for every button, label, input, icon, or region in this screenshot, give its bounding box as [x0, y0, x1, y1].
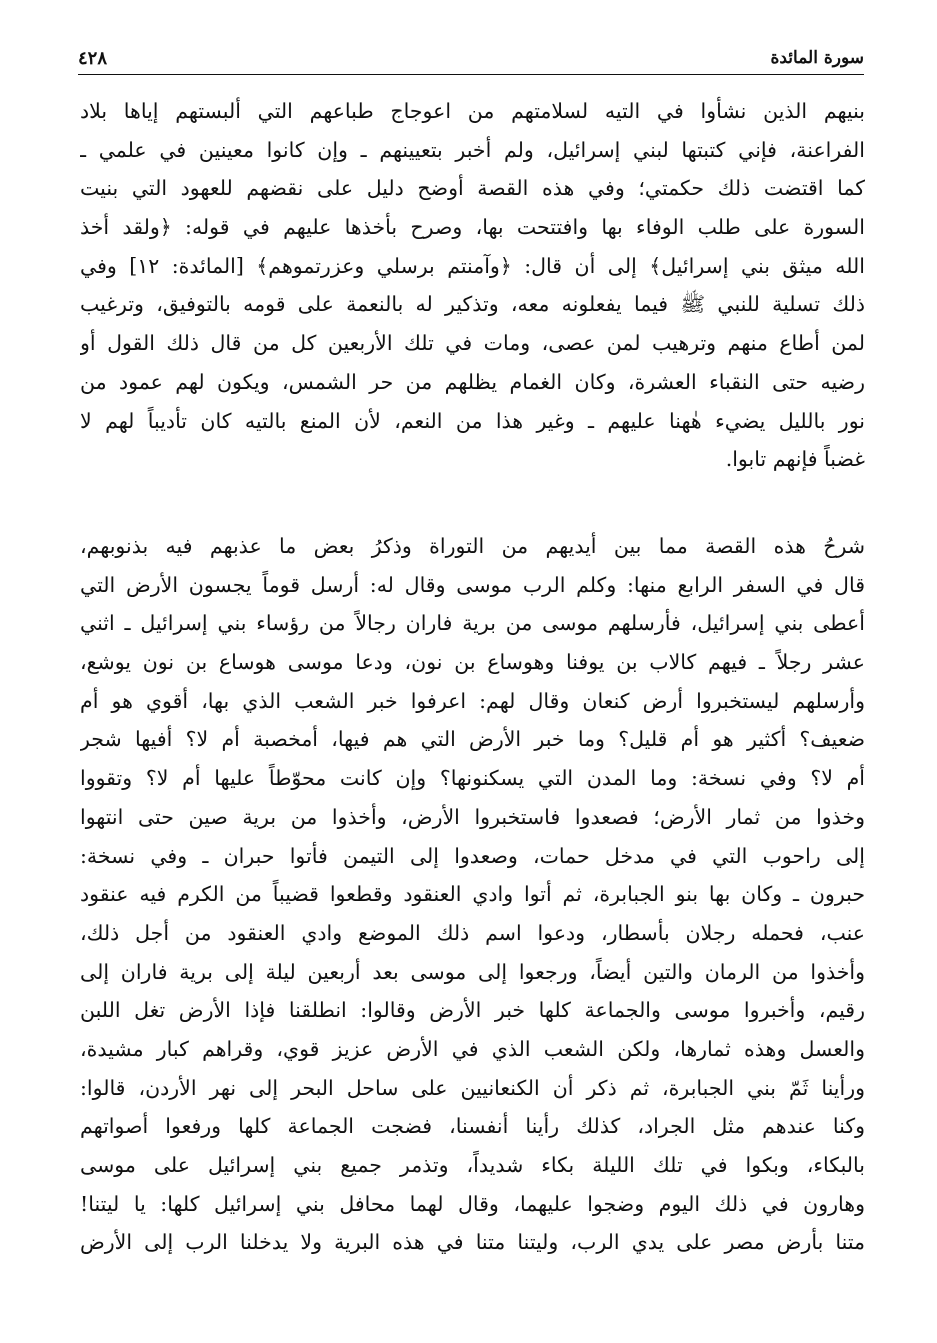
text-line: والعسل وهذه ثمارها، ولكن الشعب الذي في الأرض عزيز قوي، وقراهم كبار مشيدة،	[80, 1036, 865, 1061]
text-line: وأرسلهم ليستخبروا أرض كنعان وقال لهم: اعرفوا خبر الشعب الذي بها، أقوي هو أم	[80, 688, 865, 713]
paragraph-continuation	[80, 92, 865, 479]
text-line: السورة على طلب الوفاء بها وافتتحت بها، وصرح بأخذها عليهم في قوله: ﴿ولقد أخذ	[80, 215, 865, 240]
text-line: كما اقتضت ذلك حكمتي؛ وفي هذه القصة أوضح دليل على نقضهم للعهود التي بنيت	[80, 176, 865, 201]
text-line: الله ميثق بني إسرائيل﴾ إلى أن قال: ﴿وآمنتم برسلي وعزرتموهم﴾ [المائدة: ١٢] وفي	[80, 253, 865, 278]
text-line: رضيه حتى النقباء العشرة، وكان الغمام يظلهم من حر الشمس، ويكون لهم عمود من	[80, 369, 865, 394]
text-line: عشر رجلاً ـ فيهم كالاب بن يوفنا وهوساع بن نون، ودعا موسى هوساع بن نون يوشع،	[80, 650, 865, 675]
text-line: نور بالليل يضيء هٰهنا عليهم ـ وغير هذا من النعم، لأن المنع بالتيه كان تأديباً لهم لا	[80, 408, 865, 433]
text-line: متنا بأرض مصر على يدي الرب، وليتنا متنا في هذه البرية ولا يدخلنا الرب إلى الأرض	[80, 1230, 865, 1255]
text-line: ذلك تسلية للنبي ﷺ فيما يفعلونه معه، وتذكير له بالنعمة على قومه بالتوفيق، وترغيب	[80, 292, 865, 317]
text-line: قال في السفر الرابع منها: وكلم الرب موسى وقال له: أرسل قوماً يجسون الأرض التي	[80, 572, 865, 597]
text-line: أم لا؟ وفي نسخة: وما المدن التي يسكنونها؟ وإن كانت محوّطاً عليها أم لا؟ وتقووا	[80, 766, 865, 791]
text-line: أعطى بني إسرائيل، فأرسلهم موسى من برية فاران رجالاً من رؤساء بني إسرائيل ـ اثني	[80, 611, 865, 636]
text-line: ورأينا ثَمّ بني الجبابرة، ثم ذكر أن الكنعانيين على ساحل البحر إلى نهر الأردن، قالوا:	[80, 1075, 865, 1100]
running-header	[78, 44, 864, 75]
text-line: وكنا عندهم مثل الجراد، كذلك رأينا أنفسنا، فضجت الجماعة كلها ورفعوا أصواتهم	[80, 1114, 865, 1139]
page-number: ٤٢٨	[78, 48, 108, 69]
surah-name: سورة المائدة	[770, 48, 864, 68]
text-line: وأخذوا من الرمان والتين أيضاً، ورجعوا إلى موسى بعد أربعين ليلة إلى برية فاران إلى	[80, 959, 865, 984]
text-line: عنب، فحمله رجلان بأسطار، ودعوا اسم ذلك الموضع وادي العنقود من أجل ذلك،	[80, 920, 865, 945]
text-line: الفراعنة، فإني كتبتها لبني إسرائيل، ولم أخبر بتعيينهم ـ وإن كانوا معينين في علمي ـ	[80, 137, 865, 162]
text-line: رقيم، وأخبروا موسى والجماعة كلها خبر الأرض وقالوا: انطلقنا فإذا الأرض تغل اللبن	[80, 998, 865, 1023]
text-line: غضباً فإنهم تابوا.	[725, 447, 865, 472]
text-line: وهارون في ذلك اليوم وضجوا عليهما، وقال لهما محافل بني إسرائيل كلها: يا ليتنا!	[80, 1191, 865, 1216]
text-line: إلى راحوب التي في مدخل حمات، وصعدوا إلى التيمن فأتوا حبران ـ وفي نسخة:	[80, 843, 865, 868]
paragraph-torah-account	[80, 527, 865, 1262]
text-line: وخذوا من ثمار الأرض؛ فصعدوا فاستخبروا الأرض، وأخذوا من برية صين حتى انتهوا	[80, 804, 865, 829]
text-line: ضعيف؟ أكثير هو أم قليل؟ وما خبر الأرض التي هم فيها، أمخصبة أم لا؟ أفيها شجر	[80, 727, 865, 752]
text-line: حبرون ـ وكان بها بنو الجبابرة، ثم أتوا وادي العنقود وقطعوا قضيباً من الكرم فيه عنقود	[80, 882, 865, 907]
text-line: بنيهم الذين نشأوا في التيه لسلامتهم من اعوجاج طباعهم التي ألبستهم إياها بلاد	[80, 99, 865, 123]
text-line: لمن أطاع منهم وترهيب لمن عصى، ومات في تلك الأربعين كل من قال ذلك القول أو	[80, 331, 865, 356]
text-line: شرحُ هذه القصة مما بين أيديهم من التوراة وذكرُ بعض ما عذبهم فيه بذنوبهم،	[80, 534, 865, 558]
text-line: بالبكاء، وبكوا في تلك الليلة بكاء شديداً، وتذمر جميع بني إسرائيل على موسى	[80, 1153, 865, 1177]
